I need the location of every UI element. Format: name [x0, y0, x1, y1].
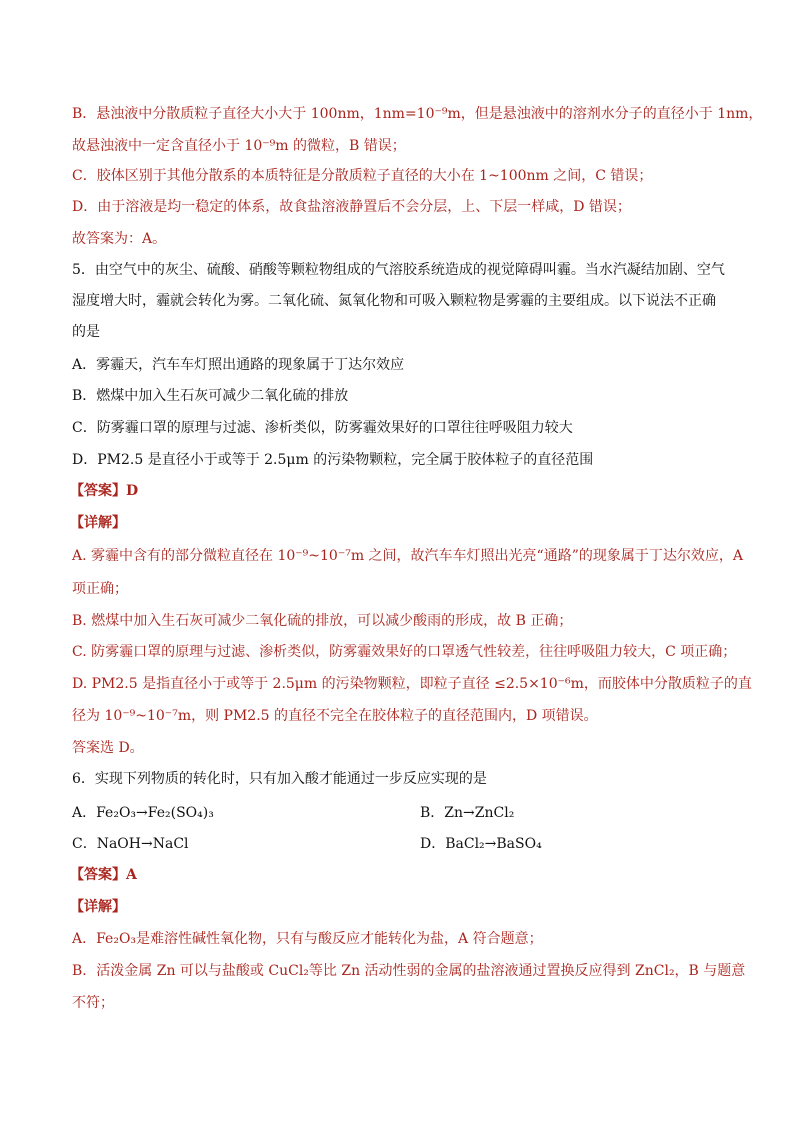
q6-options-row2 [72, 834, 732, 854]
q6-detail-label: 【详解】 [70, 899, 126, 915]
q6-option-d: D．BaCl₂→BaSO₄ [420, 836, 542, 852]
q5-option-c: C．防雾霾口罩的原理与过滤、渗析类似，防雾霾效果好的口罩往往呼吸阻力较大 [72, 420, 573, 436]
q5-stem-line3: 的是 [72, 324, 100, 340]
q5-conclusion: 答案选 D。 [72, 740, 144, 756]
q5-answer: 【答案】D [70, 483, 139, 499]
q6-option-a: A．Fe₂O₃→Fe₂(SO₄)₃ [72, 805, 214, 821]
q6-exp-b-line1: B．活泼金属 Zn 可以与盐酸或 CuCl₂等比 Zn 活动性弱的金属的盐溶液通过置换反应得到 ZnCl₂，B 与题意 [72, 963, 746, 979]
q6-option-c: C．NaOH→NaCl [72, 836, 189, 852]
q4-exp-d-line: D．由于溶液是均一稳定的体系，故食盐溶液静置后不会分层，上、下层一样咸，D 错误； [72, 199, 631, 215]
q5-option-a: A．雾霾天，汽车车灯照出通路的现象属于丁达尔效应 [72, 357, 405, 373]
q5-exp-c: C. 防雾霾口罩的原理与过滤、渗析类似，防雾霾效果好的口罩透气性较差，往往呼吸阻力较大，C 项正确； [72, 644, 737, 660]
q6-options-row1 [72, 803, 732, 823]
q6-exp-a: A．Fe₂O₃是难溶性碱性氧化物，只有与酸反应才能转化为盐，A 符合题意； [72, 931, 543, 947]
q5-exp-d-line2: 径为 10⁻⁹~10⁻⁷m，则 PM2.5 的直径不完全在胶体粒子的直径范围内，D 项错误。 [72, 708, 598, 724]
q5-detail-label: 【详解】 [70, 515, 126, 531]
q6-answer: 【答案】A [70, 867, 137, 883]
q5-exp-d-line1: D. PM2.5 是指直径小于或等于 2.5μm 的污染物颗粒，即粒子直径 ≤2.5×10⁻⁶m，而胶体中分散质粒子的直 [72, 676, 752, 692]
q6-exp-b-line2: 不符； [72, 995, 114, 1011]
q5-option-b: B．燃煤中加入生石灰可减少二氧化硫的排放 [72, 388, 349, 404]
q5-exp-a-line2: 项正确； [72, 581, 128, 597]
q5-stem-line2: 湿度增大时，霾就会转化为雾。二氧化硫、氮氧化物和可吸入颗粒物是雾霾的主要组成。以下说法不正确 [72, 293, 716, 309]
q4-conclusion: 故答案为：A。 [72, 231, 167, 247]
q5-option-d: D．PM2.5 是直径小于或等于 2.5μm 的污染物颗粒，完全属于胶体粒子的直径范围 [72, 452, 594, 468]
q5-exp-b: B. 燃煤中加入生石灰可减少二氧化硫的排放，可以减少酸雨的形成，故 B 正确； [72, 613, 573, 629]
q6-option-b: B．Zn→ZnCl₂ [420, 805, 515, 821]
q5-stem-line1: 5．由空气中的灰尘、硫酸、硝酸等颗粒物组成的气溶胶系统造成的视觉障碍叫霾。当水汽凝结加剧、空气 [72, 262, 725, 278]
q4-exp-b-line1: B．悬浊液中分散质粒子直径大小大于 100nm，1nm=10⁻⁹m，但是悬浊液中的溶剂水分子的直径小于 1nm， [72, 106, 763, 122]
q4-exp-b-line2: 故悬浊液中一定含直径小于 10⁻⁹m 的微粒，B 错误； [72, 138, 406, 154]
q6-stem: 6．实现下列物质的转化时，只有加入酸才能通过一步反应实现的是 [72, 771, 487, 787]
q4-exp-c-line: C．胶体区别于其他分散系的本质特征是分散质粒子直径的大小在 1~100nm 之间，C 错误； [72, 168, 653, 184]
q5-exp-a-line1: A. 雾霾中含有的部分微粒直径在 10⁻⁹~10⁻⁷m 之间，故汽车车灯照出光亮“通路”的现象属于丁达尔效应，A [72, 548, 743, 564]
